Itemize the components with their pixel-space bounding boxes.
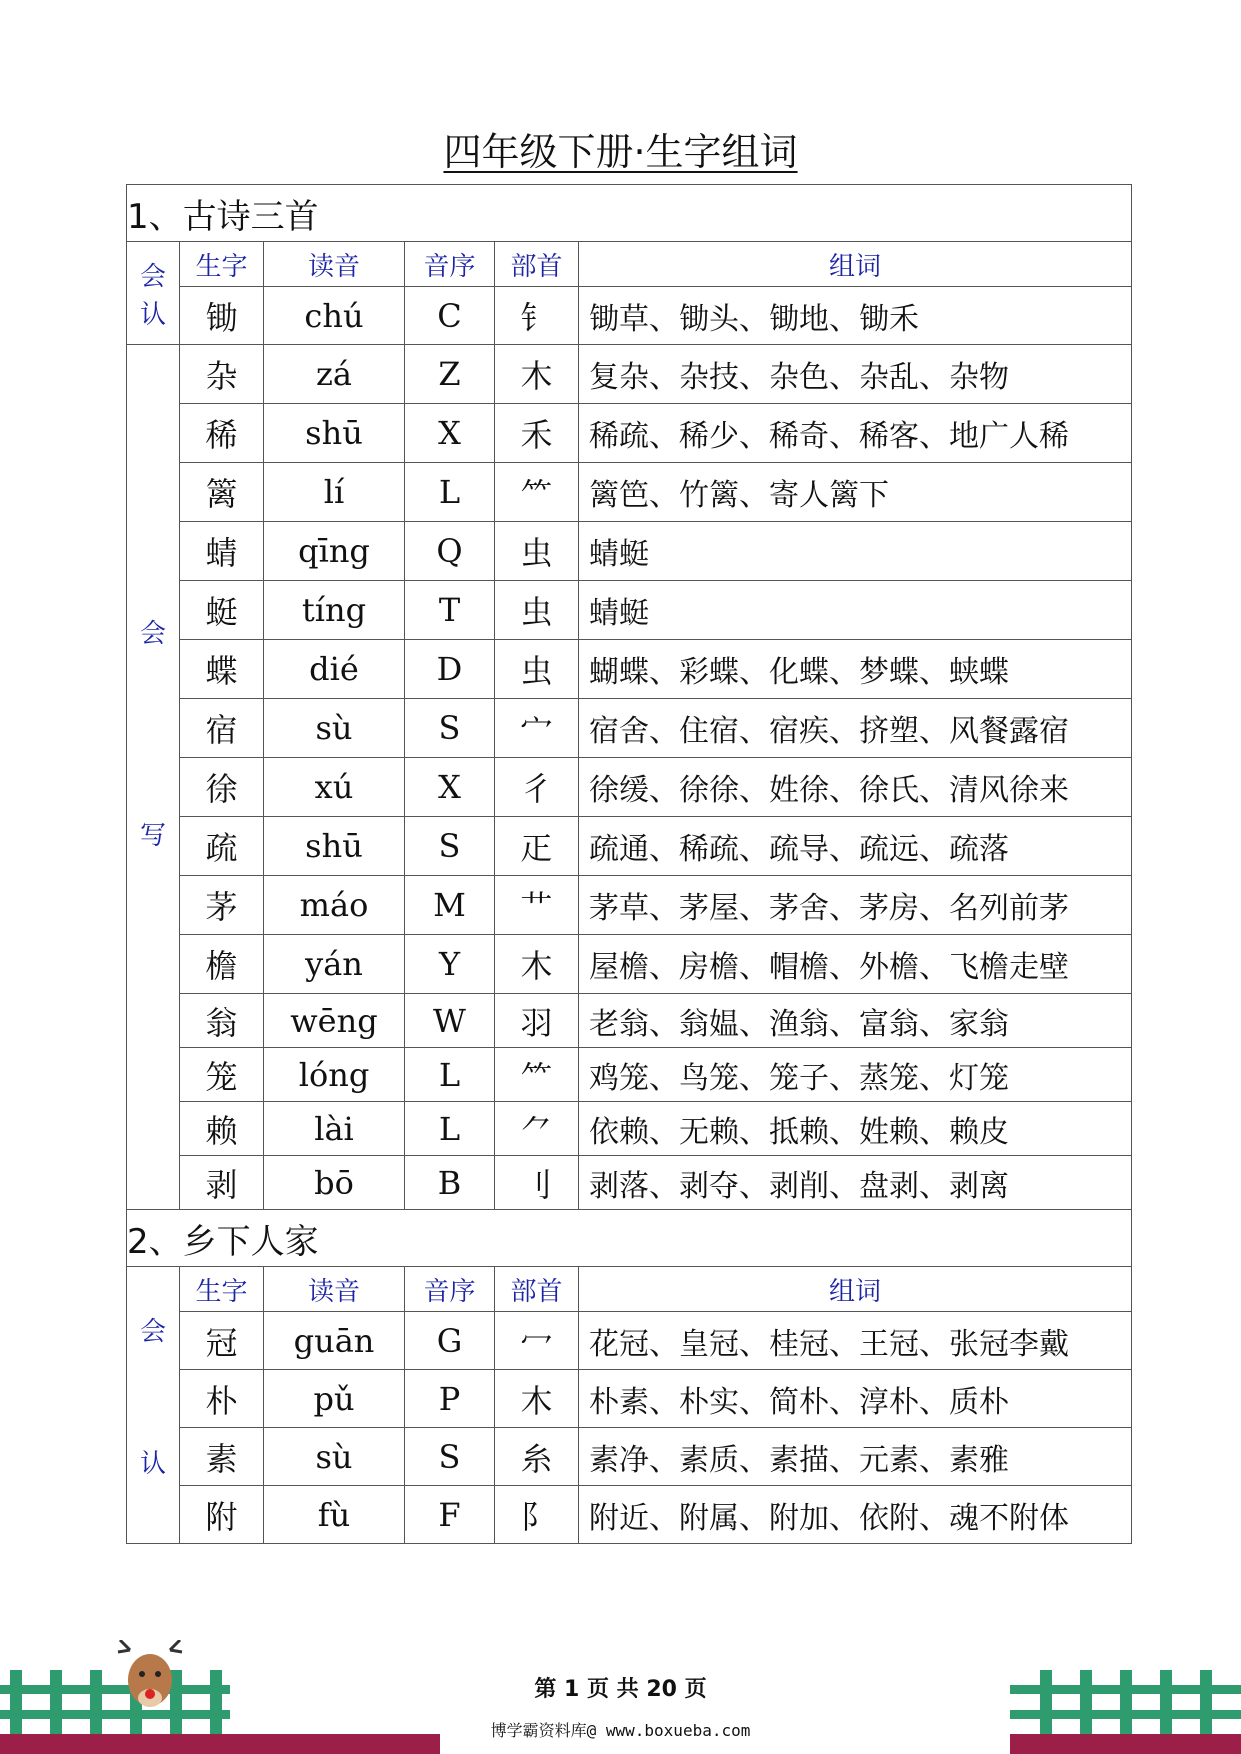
header-char: 生字 bbox=[180, 242, 264, 287]
group-label-char: 认 bbox=[139, 1449, 166, 1479]
section-title-row bbox=[127, 185, 1132, 242]
order-cell: X bbox=[405, 404, 495, 463]
pinyin-cell: pǔ bbox=[264, 1370, 405, 1428]
pinyin-cell: yán bbox=[264, 935, 405, 994]
pinyin-cell: máo bbox=[264, 876, 405, 935]
order-cell: Y bbox=[405, 935, 495, 994]
order-cell: X bbox=[405, 758, 495, 817]
words-cell: 锄草、锄头、锄地、锄禾 bbox=[579, 287, 1132, 345]
words-cell: 疏通、稀疏、疏导、疏远、疏落 bbox=[579, 817, 1132, 876]
char-cell: 徐 bbox=[180, 758, 264, 817]
header-order: 音序 bbox=[405, 242, 495, 287]
pinyin-cell: xú bbox=[264, 758, 405, 817]
group-label-char: 会 bbox=[139, 1317, 166, 1347]
radical-cell: 虫 bbox=[495, 640, 579, 699]
table-row bbox=[127, 935, 1132, 994]
vocab-table bbox=[126, 184, 1132, 1544]
group-label-char: 写 bbox=[139, 821, 166, 851]
words-cell: 复杂、杂技、杂色、杂乱、杂物 bbox=[579, 345, 1132, 404]
order-cell: F bbox=[405, 1486, 495, 1544]
radical-cell: 糸 bbox=[495, 1428, 579, 1486]
radical-cell: 羽 bbox=[495, 994, 579, 1048]
char-cell: 冠 bbox=[180, 1312, 264, 1370]
page-title: 四年级下册·生字组词 bbox=[443, 130, 798, 174]
words-cell: 素净、素质、素描、元素、素雅 bbox=[579, 1428, 1132, 1486]
radical-cell: 艹 bbox=[495, 876, 579, 935]
table-row bbox=[127, 1102, 1132, 1156]
radical-cell: 𤴓 bbox=[495, 817, 579, 876]
radical-cell: 刂 bbox=[495, 1156, 579, 1210]
words-cell: 花冠、皇冠、桂冠、王冠、张冠李戴 bbox=[579, 1312, 1132, 1370]
pinyin-cell: wēng bbox=[264, 994, 405, 1048]
pinyin-cell: guān bbox=[264, 1312, 405, 1370]
words-cell: 茅草、茅屋、茅舍、茅房、名列前茅 bbox=[579, 876, 1132, 935]
order-cell: S bbox=[405, 1428, 495, 1486]
table-row bbox=[127, 699, 1132, 758]
char-cell: 宿 bbox=[180, 699, 264, 758]
order-cell: S bbox=[405, 817, 495, 876]
table-row bbox=[127, 876, 1132, 935]
order-cell: L bbox=[405, 463, 495, 522]
radical-cell: ⺮ bbox=[495, 1048, 579, 1102]
header-radical: 部首 bbox=[495, 242, 579, 287]
table-row bbox=[127, 994, 1132, 1048]
radical-cell: 冖 bbox=[495, 1312, 579, 1370]
pinyin-cell: tíng bbox=[264, 581, 405, 640]
table-row bbox=[127, 522, 1132, 581]
header-pinyin: 读音 bbox=[264, 242, 405, 287]
radical-cell: 虫 bbox=[495, 581, 579, 640]
char-cell: 蝶 bbox=[180, 640, 264, 699]
radical-cell: 阝 bbox=[495, 1486, 579, 1544]
pinyin-cell: shū bbox=[264, 817, 405, 876]
group-label-char: 认 bbox=[139, 300, 166, 330]
radical-cell: 木 bbox=[495, 345, 579, 404]
order-cell: Q bbox=[405, 522, 495, 581]
words-cell: 篱笆、竹篱、寄人篱下 bbox=[579, 463, 1132, 522]
header-radical: 部首 bbox=[495, 1267, 579, 1312]
pinyin-cell: chú bbox=[264, 287, 405, 345]
pinyin-cell: lài bbox=[264, 1102, 405, 1156]
pinyin-cell: dié bbox=[264, 640, 405, 699]
source-credit: 博学霸资料库@ www.boxueba.com bbox=[490, 1721, 751, 1740]
table-row bbox=[127, 1312, 1132, 1370]
char-cell: 蜻 bbox=[180, 522, 264, 581]
order-cell: T bbox=[405, 581, 495, 640]
order-cell: B bbox=[405, 1156, 495, 1210]
header-words: 组词 bbox=[579, 1267, 1132, 1312]
table-row bbox=[127, 463, 1132, 522]
order-cell: D bbox=[405, 640, 495, 699]
words-cell: 宿舍、住宿、宿疾、挤塑、风餐露宿 bbox=[579, 699, 1132, 758]
pinyin-cell: sù bbox=[264, 1428, 405, 1486]
words-cell: 老翁、翁媪、渔翁、富翁、家翁 bbox=[579, 994, 1132, 1048]
group-label bbox=[127, 1267, 180, 1544]
page-number: 第 1 页 共 20 页 bbox=[534, 1677, 707, 1702]
pinyin-cell: bō bbox=[264, 1156, 405, 1210]
pinyin-cell: lí bbox=[264, 463, 405, 522]
words-cell: 屋檐、房檐、帽檐、外檐、飞檐走壁 bbox=[579, 935, 1132, 994]
char-cell: 篱 bbox=[180, 463, 264, 522]
words-cell: 鸡笼、鸟笼、笼子、蒸笼、灯笼 bbox=[579, 1048, 1132, 1102]
order-cell: S bbox=[405, 699, 495, 758]
pinyin-cell: sù bbox=[264, 699, 405, 758]
order-cell: C bbox=[405, 287, 495, 345]
char-cell: 锄 bbox=[180, 287, 264, 345]
group-label-char: 会 bbox=[139, 619, 166, 649]
pinyin-cell: fù bbox=[264, 1486, 405, 1544]
char-cell: 蜓 bbox=[180, 581, 264, 640]
pinyin-cell: lóng bbox=[264, 1048, 405, 1102]
header-order: 音序 bbox=[405, 1267, 495, 1312]
char-cell: 赖 bbox=[180, 1102, 264, 1156]
radical-cell: 宀 bbox=[495, 699, 579, 758]
section-title: 1、古诗三首 bbox=[127, 185, 1132, 242]
words-cell: 朴素、朴实、简朴、淳朴、质朴 bbox=[579, 1370, 1132, 1428]
table-row bbox=[127, 1048, 1132, 1102]
radical-cell: 虫 bbox=[495, 522, 579, 581]
group-label bbox=[127, 242, 180, 345]
table-row bbox=[127, 1486, 1132, 1544]
char-cell: 朴 bbox=[180, 1370, 264, 1428]
table-row bbox=[127, 1370, 1132, 1428]
table-row bbox=[127, 1428, 1132, 1486]
radical-cell: 禾 bbox=[495, 404, 579, 463]
order-cell: L bbox=[405, 1048, 495, 1102]
words-cell: 附近、附属、附加、依附、魂不附体 bbox=[579, 1486, 1132, 1544]
order-cell: P bbox=[405, 1370, 495, 1428]
char-cell: 檐 bbox=[180, 935, 264, 994]
words-cell: 蝴蝶、彩蝶、化蝶、梦蝶、蛱蝶 bbox=[579, 640, 1132, 699]
table-row bbox=[127, 345, 1132, 404]
words-cell: 蜻蜓 bbox=[579, 522, 1132, 581]
header-row bbox=[127, 1267, 1132, 1312]
char-cell: 附 bbox=[180, 1486, 264, 1544]
char-cell: 笼 bbox=[180, 1048, 264, 1102]
table-row bbox=[127, 758, 1132, 817]
words-cell: 依赖、无赖、抵赖、姓赖、赖皮 bbox=[579, 1102, 1132, 1156]
table-row bbox=[127, 817, 1132, 876]
section-title: 2、乡下人家 bbox=[127, 1210, 1132, 1267]
char-cell: 翁 bbox=[180, 994, 264, 1048]
table-row bbox=[127, 581, 1132, 640]
pinyin-cell: shū bbox=[264, 404, 405, 463]
section-title-row bbox=[127, 1210, 1132, 1267]
char-cell: 茅 bbox=[180, 876, 264, 935]
words-cell: 稀疏、稀少、稀奇、稀客、地广人稀 bbox=[579, 404, 1132, 463]
char-cell: 杂 bbox=[180, 345, 264, 404]
char-cell: 素 bbox=[180, 1428, 264, 1486]
char-cell: 剥 bbox=[180, 1156, 264, 1210]
header-pinyin: 读音 bbox=[264, 1267, 405, 1312]
header-row bbox=[127, 242, 1132, 287]
order-cell: Z bbox=[405, 345, 495, 404]
header-char: 生字 bbox=[180, 1267, 264, 1312]
order-cell: W bbox=[405, 994, 495, 1048]
radical-cell: 钅 bbox=[495, 287, 579, 345]
char-cell: 疏 bbox=[180, 817, 264, 876]
order-cell: G bbox=[405, 1312, 495, 1370]
table-row bbox=[127, 1156, 1132, 1210]
radical-cell: 彳 bbox=[495, 758, 579, 817]
group-label bbox=[127, 345, 180, 1210]
words-cell: 剥落、剥夺、剥削、盘剥、剥离 bbox=[579, 1156, 1132, 1210]
radical-cell: 木 bbox=[495, 1370, 579, 1428]
radical-cell: ⺈ bbox=[495, 1102, 579, 1156]
pinyin-cell: zá bbox=[264, 345, 405, 404]
radical-cell: 木 bbox=[495, 935, 579, 994]
table-row bbox=[127, 404, 1132, 463]
words-cell: 徐缓、徐徐、姓徐、徐氏、清风徐来 bbox=[579, 758, 1132, 817]
table-row bbox=[127, 287, 1132, 345]
char-cell: 稀 bbox=[180, 404, 264, 463]
order-cell: M bbox=[405, 876, 495, 935]
words-cell: 蜻蜓 bbox=[579, 581, 1132, 640]
header-words: 组词 bbox=[579, 242, 1132, 287]
radical-cell: ⺮ bbox=[495, 463, 579, 522]
table-row bbox=[127, 640, 1132, 699]
order-cell: L bbox=[405, 1102, 495, 1156]
pinyin-cell: qīng bbox=[264, 522, 405, 581]
group-label-char: 会 bbox=[139, 262, 166, 292]
